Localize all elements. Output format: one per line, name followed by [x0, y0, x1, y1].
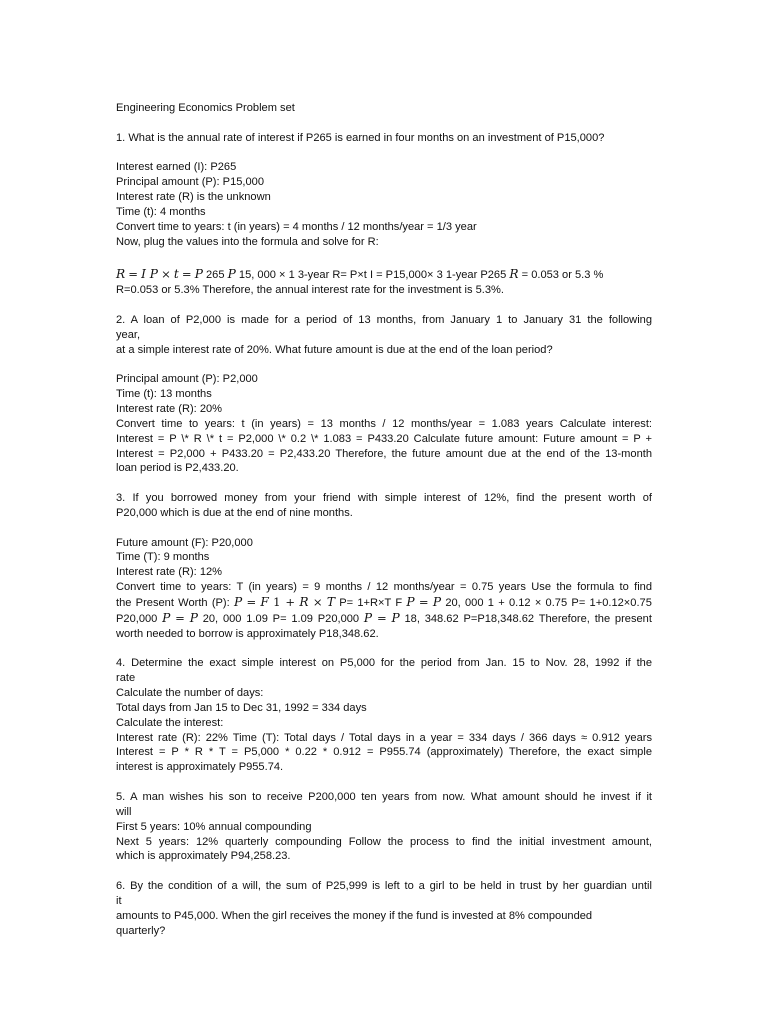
math-symbol: P: [227, 267, 236, 282]
problem-1-line: Now, plug the values into the formula and solve for R:: [116, 235, 379, 248]
problem-4-line: Calculate the number of days:: [116, 687, 264, 700]
math-text: =: [376, 610, 387, 625]
math-symbol: P: [233, 595, 243, 609]
problem-6-question: quarterly?: [116, 924, 166, 937]
spacer: [116, 521, 652, 536]
problem-6-question: 6. By the condition of a will, the sum of P25,999 is left to a girl to be held in trust by her guardian until: [116, 880, 652, 893]
math-text: =: [246, 595, 257, 609]
problem-2-body: Convert time to years: t (in years) = 13 months / 12 months/year = 1.083 years Calculate interest:: [116, 417, 652, 430]
problem-1-formula: [116, 266, 652, 283]
problem-3-formula-line: [116, 611, 652, 627]
spacer: [116, 476, 652, 491]
math-text: =: [181, 267, 192, 282]
problem-1-line: Convert time to years: t (in years) = 4 months / 12 months/year = 1/3 year: [116, 220, 477, 233]
problem-2-body: Interest = P \* R \* t = P2,000 \* 0.2 \* 1.083 = P433.20 Calculate future amount: Future amount = P +: [116, 432, 652, 445]
math-text: ×: [161, 267, 171, 282]
problem-5-body: Next 5 years: 12% quarterly compounding Follow the process to find the initial investment amount,: [116, 835, 652, 848]
problem-6-question: it: [116, 894, 122, 907]
math-text: = 0.053 or 5.3 %: [521, 269, 604, 282]
spacer: [116, 775, 652, 790]
math-text: =: [128, 267, 138, 282]
problem-2-question: 2. A loan of P2,000 is made for a period of 13 months, from January 1 to January 31 the following: [116, 313, 652, 326]
problem-2-line: Principal amount (P): P2,000: [116, 373, 258, 386]
document-title: Engineering Economics Problem set: [116, 102, 295, 114]
math-text: 20, 000 1 + 0.12 × 0.75 P= 1+0.12×0.75: [445, 597, 652, 609]
math-symbol: R: [299, 595, 309, 609]
spacer: [116, 864, 652, 879]
problem-1-line: Time (t): 4 months: [116, 205, 206, 218]
problem-2-body: Interest = P2,000 + P433.20 = P2,433.20 Therefore, the future amount due at the end of the 13-month: [116, 447, 652, 460]
math-symbol: P: [406, 595, 415, 609]
problem-3-line: Time (T): 9 months: [116, 551, 210, 564]
problem-3-formula-line: [116, 595, 652, 611]
problem-2-line: Time (t): 13 months: [116, 388, 212, 401]
problem-4-question: 4. Determine the exact simple interest on P5,000 for the period from Jan. 15 to Nov. 28, 1992 if the: [116, 657, 652, 670]
math-text: 15, 000 × 1 3-year R= P×t I = P15,000× 3 1-year P265: [238, 269, 507, 282]
problem-3-body: worth needed to borrow is approximately P18,348.62.: [116, 627, 379, 640]
problem-3-line: Interest rate (R): 12%: [116, 566, 223, 579]
spacer: [116, 249, 652, 264]
problem-4-question: rate: [116, 672, 136, 685]
problem-3-line: Future amount (F): P20,000: [116, 536, 253, 549]
problem-3-question: P20,000 which is due at the end of nine months.: [116, 506, 353, 519]
math-symbol: P: [194, 267, 203, 282]
spacer: [116, 146, 652, 161]
math-symbol: P: [189, 610, 198, 625]
problem-2-question: at a simple interest rate of 20%. What future amount is due at the end of the loan period?: [116, 343, 553, 356]
math-text: 20, 000 1.09 P= 1.09 P20,000: [202, 612, 360, 625]
math-symbol: T: [326, 595, 335, 609]
math-symbol: I P: [141, 267, 158, 282]
problem-4-body: interest is approximately P955.74.: [116, 761, 284, 774]
problem-4-line: Calculate the interest:: [116, 716, 224, 729]
problem-1-line: Principal amount (P): P15,000: [116, 176, 264, 189]
spacer: [116, 358, 652, 373]
problem-2-line: Interest rate (R): 20%: [116, 403, 223, 416]
problem-6-question: amounts to P45,000. When the girl receives the money if the fund is invested at 8% compounded: [116, 909, 593, 922]
math-symbol: P: [363, 610, 373, 625]
math-symbol: t: [173, 267, 179, 282]
spacer: [116, 116, 652, 131]
math-text: =: [175, 610, 185, 625]
document-page: [116, 101, 652, 938]
math-symbol: P: [391, 610, 400, 625]
problem-1-answer: R=0.053 or 5.3% Therefore, the annual interest rate for the investment is 5.3%.: [116, 284, 504, 297]
problem-1-line: Interest earned (I): P265: [116, 161, 237, 174]
math-text: ×: [312, 595, 323, 609]
problem-1-question: 1. What is the annual rate of interest if P265 is earned in four months on an investment of P15,000?: [116, 131, 605, 144]
problem-3-question: 3. If you borrowed money from your friend with simple interest of 12%, find the present worth of: [116, 492, 652, 505]
problem-2-body: loan period is P2,433.20.: [116, 462, 239, 475]
problem-2-question: year,: [116, 328, 141, 341]
problem-5-question: will: [116, 805, 132, 818]
math-text: 265: [206, 269, 225, 282]
math-text: the Present Worth (P):: [116, 597, 230, 609]
math-symbol: R: [116, 267, 126, 282]
math-symbol: P: [432, 595, 442, 609]
math-text: 18, 348.62 P=P18,348.62 Therefore, the present: [404, 612, 652, 625]
problem-5-question: 5. A man wishes his son to receive P200,000 ten years from now. What amount should he invest if it: [116, 790, 652, 803]
math-text: 1 +: [273, 595, 296, 609]
math-symbol: R: [509, 267, 519, 282]
problem-5-line: First 5 years: 10% annual compounding: [116, 820, 312, 833]
math-symbol: P: [162, 610, 171, 625]
math-text: P20,000: [116, 612, 158, 625]
spacer: [116, 642, 652, 657]
problem-4-line: Total days from Jan 15 to Dec 31, 1992 = 334 days: [116, 701, 367, 714]
problem-5-body: which is approximately P94,258.23.: [116, 850, 291, 863]
math-text: =: [418, 595, 429, 609]
math-symbol: F: [260, 595, 269, 609]
math-text: P= 1+R×T F: [339, 597, 403, 609]
problem-4-body: Interest rate (R): 22% Time (T): Total days / Total days in a year = 334 days / 366 days ≈ 0.912 years: [116, 731, 652, 744]
spacer: [116, 298, 652, 313]
problem-3-body: Convert time to years: T (in years) = 9 months / 12 months/year = 0.75 years Use the formula to find: [116, 581, 652, 594]
problem-4-body: Interest = P * R * T = P5,000 * 0.22 * 0.912 = P955.74 (approximately) Therefore, the exact simple: [116, 746, 652, 759]
problem-1-line: Interest rate (R) is the unknown: [116, 191, 271, 204]
